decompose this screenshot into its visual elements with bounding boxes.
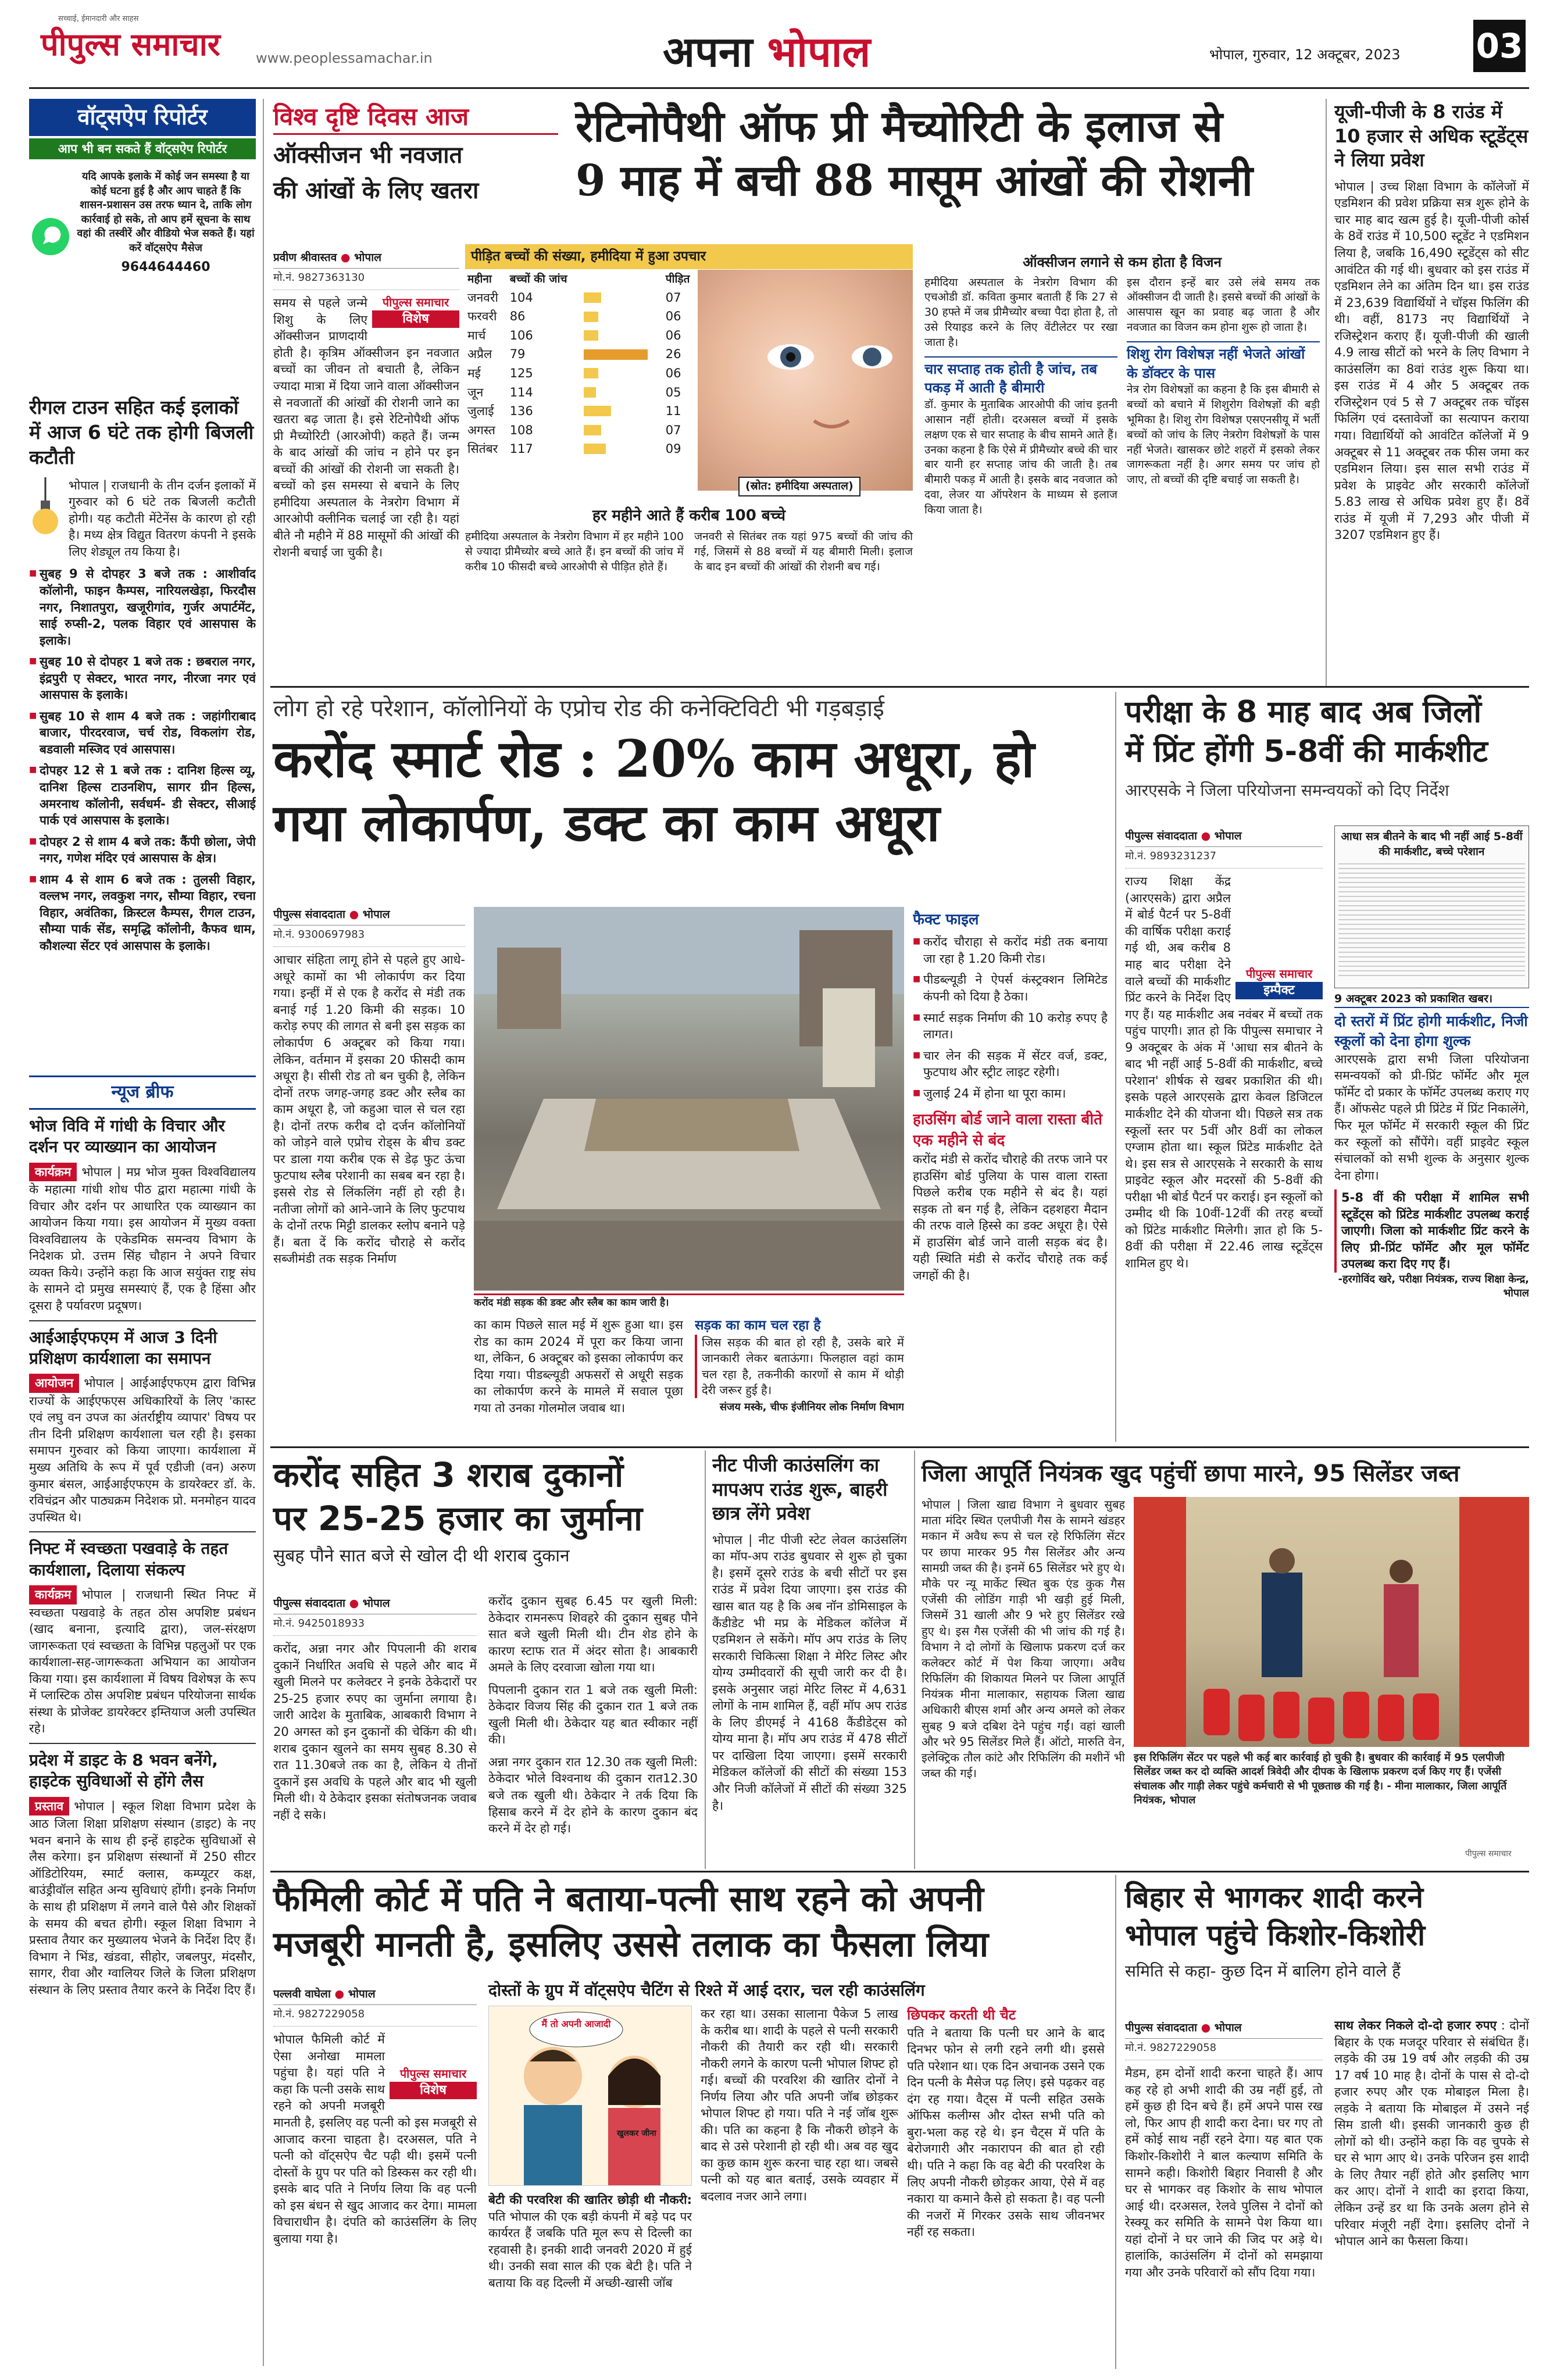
exam-headline bbox=[1125, 693, 1532, 802]
family-deck: दोस्तों के ग्रुप में वॉट्सऐप चैटिंग से रिश्ते में आई दरार, चल रही काउंसलिंग bbox=[488, 1981, 925, 2000]
road-byline: पीपुल्स संवाददाता ● भोपाल bbox=[273, 904, 465, 925]
road-facts bbox=[913, 910, 1108, 1439]
bihar-body2-col bbox=[1334, 2017, 1529, 2366]
liquor-headline bbox=[273, 1453, 703, 1568]
table-row: जुलाई 136 11 bbox=[467, 404, 681, 419]
whatsapp-title: वॉट्सऐप रिपोर्टर bbox=[29, 99, 256, 136]
table-row: जून 114 05 bbox=[467, 385, 681, 399]
paper-tagline: सच्चाई, ईमानदारी और साहस bbox=[58, 15, 139, 23]
site-url[interactable]: www.peoplessamachar.in bbox=[256, 50, 433, 66]
road-body: आचार संहिता लागू होने से पहले हुए आधे-अधूरे कामों का भी लोकार्पण कर दिया गया। इन्हीं में से एक है करोंद से मंडी तक बनाई गई 1.20 किमी की सड़क। 10 करोड़ रुपए की लागत से बनी इस सड़क का लोकार्पण 6 अक्टूबर को किया गया। लेकिन, वर्तमान में इसका 20 फीसदी काम अधूरा है। सीसी रोड तो बन चुकी है, लेकिन दोनों तरफ जगह-जगह डक्ट और स्लैब का काम अधूरा है, जो कहुआ चाल से चल रहा है। दोनों तरफ करीब दो दर्जन कॉलोनियों को जोड़ने वाले एप्रोच रोड्स के बीच डक्ट पर डाला गया करीब एक से डेढ़ फुट ऊंचा फुटपाथ स्लैब परेशानी का सबब बन रहा है। इससे रोड से लिंकलिंग नहीं हो रही है। नतीजा लोगों को आने-जाने के लिए फुटपाथ के दोनों तरफ मिट्टी डालकर स्लोप बनाने पड़े हैं। बता दें कि करोंद चौराहे से करोंद सब्जीमंडी तक सड़क निर्माण bbox=[273, 953, 465, 1266]
family-byline: पल्लवी वाघेला ● भोपाल bbox=[273, 1984, 477, 2005]
bulb-icon bbox=[29, 477, 64, 547]
family-headline-1: फैमिली कोर्ट में पति ने बताया-पत्नी साथ रहने को अपनी bbox=[273, 1879, 984, 1920]
exam-headline-1: परीक्षा के 8 माह बाद अब जिलों bbox=[1125, 695, 1481, 730]
brief-body: भोपाल | मप्र भोज मुक्त विश्वविद्यालय के महात्मा गांधी शोध पीठ द्वारा महात्मा गांधी के विचार और दर्शन पर आधारित एक व्याख्यान का आयोजन किया गया। इस आयोजन में मुख्य वक्ता विश्वविद्यालय के एकेडमिक समन्वय विभाग के निदेशक प्रो. उत्तम सिंह चौहान ने अपने विचार व्यक्त किये। उन्होंने कहा कि आज सयुंक्त राष्ट्र संघ के सामने दो प्रमुख समस्याएं हैं, एक है हिंसा और दूसरा है पर्यावरण प्रदूषण। bbox=[29, 1164, 256, 1313]
family-body-col bbox=[273, 1984, 477, 2367]
exam-body-2: आरएसके द्वारा सभी जिला परियोजना समन्वयकों को प्री-प्रिंट फॉर्मेट और मूल फॉर्मेट दो प्रकार के फॉर्मेट उपलब्ध कराए गए हैं। ऑफसेट पहले प्री प्रिंटेड में प्रिंट निकालेंगे, फिर मूल फॉर्मेट में सरकारी स्कूल की प्रिंट कर स्कूलों को सौंपेंगे। वहीं प्राइवेट स्कूल संचालकों को सभी शुल्क के अनुसार शुल्क देना होगा। bbox=[1334, 1052, 1529, 1182]
liquor-byline: पीपुल्स संवाददाता ● भोपाल bbox=[273, 1593, 477, 1614]
rop-doc-subhead: शिशु रोग विशेषज्ञ नहीं भेजते आंखों के डॉक्टर के पास bbox=[1127, 341, 1320, 383]
table-header: महीना bbox=[467, 273, 492, 285]
family-body-3: कर रहा था। उसका सालाना पैकेज 5 लाख के करीब था। शादी के पहले से पत्नी सरकारी नौकरी की तैयारी कर रही थी। सरकारी नौकरी लगने के कारण पत्नी भोपाल शिफ्ट हो गई। बच्चों की परवरिश की खातिर दोनों ने निर्णय लिया और पति अपनी जॉब छोड़कर भोपाल शिफ्ट हो गया। पति ने नई जॉब शुरू की। पति का कहना है कि नौकरी छोड़ने के बाद से उसे परेशानी हो रही थी। अब वह खुद का कुछ काम शुरू करना चाह रहा था। जबसे पत्नी को यह बात बताई, उसके व्यवहार में बदलाव नजर आने लगा। bbox=[701, 2007, 898, 2204]
news-brief-label: न्यूज ब्रीफ bbox=[29, 1075, 256, 1110]
rop-table bbox=[465, 271, 698, 459]
family-mobile: मो.नं. 9827229058 bbox=[273, 2005, 477, 2027]
rop-special-badge: पीपुल्स समाचार विशेष bbox=[372, 295, 459, 328]
rop-table-box bbox=[465, 244, 913, 500]
table-row: सितंबर 117 09 bbox=[467, 442, 681, 456]
whatsapp-body: यदि आपके इलाके में कोई जन समस्या है या कोई घटना हुई है और आप चाहते हैं कि शासन-प्रशासन उस तरफ ध्यान दे, ताकि लोग कार्रवाई हो सके, तो आप हमें सूचना के साथ वहां की तस्वीरें और वीडियो भेज सकते हैं। यहां करें वॉट्सऐप मैसेज bbox=[77, 170, 255, 254]
road-kicker: लोग हो रहे परेशान, कॉलोनियों के एप्रोच रोड की कनेक्टिविटी भी गड़बड़ाई bbox=[273, 695, 884, 722]
liquor-anna: अन्ना नगर दुकान रात 12.30 तक खुली मिली: ठेकेदार भोले विश्वनाथ की दुकान रात12.30 बजे तक खुली थी। ठेकेदार ने तर्क दिया कि हिसाब करने में देर होने के कारण दुकान बंद करने में देर हो गई। bbox=[488, 1754, 698, 1836]
family-body3-col bbox=[701, 2006, 898, 2366]
table-bar bbox=[584, 292, 601, 303]
power-cut-story bbox=[29, 395, 256, 1070]
fact-item: ■ चार लेन की सड़क में सेंटर वर्ज, डक्ट, फुटपाथ और स्ट्रीट लाइट रहेगी। bbox=[913, 1048, 1108, 1081]
bihar-headline bbox=[1125, 1879, 1532, 1982]
liquor-headline-2: पर 25-25 हजार का जुर्माना bbox=[273, 1499, 643, 1539]
bihar-byline: पीपुल्स संवाददाता ● भोपाल bbox=[1125, 2017, 1323, 2039]
family-headline bbox=[273, 1877, 1105, 1967]
road-quote: जिस सड़क की बात हो रही है, उसके बारे में जानकारी लेकर बताऊंगा। फिलहाल वहां काम चल रहा है, तकनीकी कारणों से काम में थोड़ी देरी जरूर हुई है। bbox=[695, 1335, 904, 1398]
road-quote-head: सड़क का काम चल रहा है bbox=[695, 1318, 821, 1333]
illus-bubble-text: मैं तो अपनी आजादी bbox=[541, 2018, 611, 2029]
baby-photo bbox=[698, 270, 913, 491]
table-row: जनवरी 104 07 bbox=[467, 290, 681, 305]
road-body-col bbox=[273, 904, 465, 1439]
ug-story bbox=[1334, 100, 1529, 681]
road-board-subhead: हाउसिंग बोर्ड जाने वाला रास्ता बीते एक महीने से बंद bbox=[913, 1111, 1102, 1149]
section-title: अपना भोपाल bbox=[663, 27, 871, 76]
family-chat-subhead: छिपकर करती थी चैट bbox=[907, 2007, 1016, 2023]
table-row: अप्रैल 79 26 bbox=[467, 347, 681, 362]
rop-subhead-1: ऑक्सीजन भी नवजात bbox=[273, 142, 463, 169]
family-daughter-col bbox=[488, 2192, 692, 2366]
fact-item: ■ करोंद चौराहा से करोंद मंडी तक बनाया जा रहा है 1.20 किमी रोड। bbox=[913, 934, 1108, 967]
exam-right-col bbox=[1334, 826, 1529, 1442]
power-cut-item: ■ दोपहर 2 से शाम 4 बजे तक: कैंपी छोला, जेपी नगर, गणेश मंदिर एवं आसपास के क्षेत्र। bbox=[29, 834, 256, 867]
road-body-2: का काम पिछले साल मई में शुरू हुआ था। इस रोड का काम 2024 में पूरा कर किया जाना था, लेकिन, 6 अक्टूबर को इसका लोकार्पण कर दिया गया। पीडब्ल्यूडी अफसरों से अधूरी सड़क का लोकार्पण करने के मामले में सवाल पूछा गया तो उनका गोलमोल जवाब था। bbox=[474, 1318, 683, 1415]
fact-item: ■ पीडब्ल्यूडी ने ऐपर्स कंस्ट्रक्शन लिमिटेड कंपनी को दिया है ठेका। bbox=[913, 971, 1108, 1005]
cyl-credit: पीपुल्स समाचार bbox=[1465, 1849, 1512, 1859]
power-cut-item: ■ सुबह 10 से दोपहर 1 बजे तक : छबराल नगर, इंद्रपुरी ए सेक्टर, भारत नगर, नीरजा नगर एवं आसपास के इलाके। bbox=[29, 653, 256, 703]
power-cut-item: ■ सुबह 9 से दोपहर 3 बजे तक : आशीर्वाद कॉलोनी, फाइन कैम्पस, नारियलखेड़ा, फिरदौस नगर, निशातपुरा, खजूरीगांव, गुर्जर अपार्टमेंट, साई रुप्सी-2, पलक विहार एवं आसपास के इलाके। bbox=[29, 566, 256, 649]
family-body: भोपाल फैमिली कोर्ट में ऐसा अनोखा मामला पहुंचा है। यहां पति ने कहा कि पत्नी उसके साथ रहने को अपनी मजबूरी मानती है, इसलिए वह पत्नी को इस मजबूरी से आजाद करना चाहता है। दरअसल, पति ने पत्नी को वॉट्सऐप चैट पढ़ी थी। इसमें पत्नी दोस्तों के ग्रुप पर पति को डिस्कस कर रही थी। इसके बाद पति ने निर्णय लिया कि वह पत्नी को इस बंधन से खुद आजाद कर देगा। मामला विचाराधीन है। दंपति को काउंसलिंग के लिए बुलाया गया है। bbox=[273, 2032, 477, 2246]
road-headline-2: गया लोकार्पण, डक्ट का काम अधूरा bbox=[273, 792, 940, 853]
whatsapp-number[interactable]: 9644644460 bbox=[121, 260, 210, 275]
neet-headline: नीट पीजी काउंसलिंग का मापअप राउंड शुरू, बाहरी छात्र लेंगे प्रवेश bbox=[712, 1454, 888, 1525]
power-cut-item: ■ दोपहर 12 से 1 बजे तक : दानिश हिल्स व्यू, दानिश हिल्स टाउनशिप, सागर ग्रीन हिल्स, अमरनाथ कॉलोनी, सर्वधर्म- डी सेक्टर, सीआई पार्क एवं आसपास के इलाके। bbox=[29, 762, 256, 828]
exam-body: राज्य शिक्षा केंद्र (आरएसके) द्वारा अप्रैल में बोर्ड पैटर्न पर 5-8वीं की वार्षिक परीक्षा कराई गई थी, अब करीब 8 माह बाद परीक्षा देने वाले बच्चों की मार्कशीट प्रिंट करने के निर्देश दिए गए हैं। यह मार्कशीट अब नवंबर में बच्चों तक पहुंच पाएगी। ज्ञात हो कि पीपुल्स समाचार ने 9 अक्टूबर के अंक में 'आधा सत्र बीतने के बाद भी नहीं आई 5-8वीं की मार्कशीट, बच्चे परेशान' शीर्षक से खबर प्रकाशित की थी। इसके पहले आरएसके द्वारा केवल डिजिटल मार्कशीट देने की योजना थी। पिछले सत्र तक स्कूलों स्तर पर 5वीं और 8वीं का लोकल एग्जाम होता था। स्कूल प्रिंटेड मार्कशीट देते थे। इस सत्र से आरएसके ने सरकारी के साथ प्राइवेट स्कूल और मदरसों की 5-8वीं की परीक्षा भी बोर्ड पैटर्न पर कराई। इन स्कूलों को उम्मीद थी कि 10वीं-12वीं की तरह बच्चों को प्रिंटेड मार्कशीट मिलेगी। ज्ञात हो कि 5-8वीं की परीक्षा में 22.46 लाख स्टूडेंट्स शामिल हुए थे। bbox=[1125, 874, 1323, 1270]
table-bar bbox=[584, 368, 598, 378]
rop-mobile: मो.नं. 9827363130 bbox=[273, 269, 459, 290]
rop-headline-1: रेटिनोपैथी ऑफ प्री मैच्योरिटी के इलाज से bbox=[576, 102, 1223, 152]
bihar-deck: समिति से कहा- कुछ दिन में बालिग होने वाले हैं bbox=[1125, 1961, 1401, 1981]
table-bar bbox=[584, 444, 606, 454]
exam-clip-date: 9 अक्टूबर 2023 को प्रकाशित खबर। bbox=[1334, 992, 1529, 1008]
exam-quote: 5-8 वीं की परीक्षा में शामिल सभी स्टूडेंट्स को प्रिंटेड मार्कशीट उपलब्ध कराई जाएगी। जिला को मार्कशीट प्रिंट करने के लिए प्री-प्रिंट फॉर्मेट और मूल फॉर्मेट उपलब्ध करा दिए गए हैं। bbox=[1334, 1189, 1529, 1273]
fact-item: ■ स्मार्ट सड़क निर्माण की 10 करोड़ रुपए है लागत। bbox=[913, 1010, 1108, 1043]
brief-headline: आईआईएफएम में आज 3 दिनी प्रशिक्षण कार्यशाला का समापन bbox=[29, 1327, 217, 1368]
exam-quote-by: -हरगोविंद खरे, परीक्षा नियंत्रक, राज्य शिक्षा केन्द्र, भोपाल bbox=[1338, 1273, 1529, 1300]
brief-tag: कार्यक्रम bbox=[29, 1585, 77, 1604]
rop-oxy-b: इस दौरान इन्हें बार उसे लंबे समय तक ऑक्सीजन दी जाती है। इससे बच्चों की आंखों के आसपास खून का प्रवाह बढ़ जाता है और नवजात का विजन कम होना शुरू हो जाता है। bbox=[1127, 276, 1320, 334]
cyl-headline: जिला आपूर्ति नियंत्रक खुद पहुंचीं छापा मारने, 95 सिलेंडर जब्त bbox=[922, 1460, 1460, 1487]
rop-body: समय से पहले जन्मे शिशु के लिए ऑक्सीजन प्राणदायी होती है। कृत्रिम ऑक्सीजन इन नवजात बच्चों का जीवन तो बचाती है, लेकिन ज्यादा मात्रा में दिया जाने वाला ऑक्सीजन से नवजातों की आंखों की रोशनी जाने का खतरा बढ़ जाता है। इसे रेटिनोपैथी ऑफ प्री मैच्योरिटी (आरओपी) कहते हैं। जन्म के बाद आंखों की जांच न होने पर इन बच्चों की आंखों की रोशनी जा सकती है। बच्चों को इस समस्या से बचाने के लिए हमीदिया अस्पताल के नेत्ररोग विभाग में आरओपी क्लीनिक चलाई जा रही है। यहां बीते नौ महीने में 88 मासूमों की आंखों की रोशनी बचाई जा चुकी है। bbox=[273, 296, 459, 559]
rop-100-body-b: जनवरी से सितंबर तक यहां 975 बच्चों की जांच की गई, जिसमें से 88 बच्चों में यह बीमारी मिली। इलाज के बाद इन बच्चों की आंखों की रोशनी बच गई। bbox=[694, 530, 913, 574]
cyl-photo-caption: इस रिफिलिंग सेंटर पर पहले भी कई बार कार्रवाई हो चुकी है। बुधवार की कार्रवाई में 95 एलपीजी सिलेंडर जब्त कर दो व्यक्ति आदर्श त्रिवेदी और दीपक के खिलाफ प्रकरण दर्ज किए गए हैं। एजेंसी संचालक और गाड़ी लेकर पहुंचे कर्मचारी से भी पूछताछ की गई है। - मीना मालाकार, जिला आपूर्ति नियंत्रक, भोपाल bbox=[1134, 1752, 1507, 1807]
table-bar bbox=[584, 425, 601, 435]
rop-check-subhead: चार सप्ताह तक होती है जांच, तब पकड़ में आती है बीमारी bbox=[924, 356, 1117, 398]
brief-tag: कार्यक्रम bbox=[29, 1163, 77, 1182]
table-header: पीड़ित bbox=[665, 273, 690, 285]
bihar-mobile: मो.नं. 9827229058 bbox=[1125, 2039, 1323, 2060]
ug-headline: यूजी-पीजी के 8 राउंड में 10 हजार से अधिक स्टूडेंट्स ने लिया प्रवेश bbox=[1334, 101, 1529, 171]
exam-impact-badge: पीपुल्स समाचार इम्पैक्ट bbox=[1235, 966, 1323, 999]
road-body2-col bbox=[474, 1317, 683, 1439]
road-quote-box bbox=[695, 1317, 904, 1439]
road-mobile: मो.नं. 9300697983 bbox=[273, 925, 465, 947]
brief-tag: प्रस्ताव bbox=[29, 1797, 69, 1816]
dateline: भोपाल, गुरुवार, 12 अक्टूबर, 2023 bbox=[1209, 47, 1401, 63]
fact-item: ■ जुलाई 24 में होना था पूरा काम। bbox=[913, 1085, 1108, 1102]
brief-body: भोपाल | आईआईएफएम द्वारा विभिन्न राज्यों के आईएफएस अधिकारियों के लिए 'कास्ट एवं लघु वन उपज का अंतर्राष्ट्रीय व्यापार' विषय पर तीन दिनी प्रशिक्षण कार्यशाला चल रही है। इसका समापन गुरुवार को किया जाएगा। कार्यशाला में मुख्य अतिथि के रूप में पूर्व एडीजी (वन) अरुण कुमार बंसल, आईआईएफएम के डायरेक्टर डॉ. के. रविचंद्रन और पाठ्यक्रम निदेशक प्रो. मनमोहन यादव उपस्थित थे। bbox=[29, 1376, 256, 1524]
exam-deck: आरएसके ने जिला परियोजना समन्वयकों को दिए निर्देश bbox=[1125, 781, 1449, 801]
rop-100-block bbox=[465, 506, 913, 581]
road-quote-by: संजय मस्के, चीफ इंजीनियर लोक निर्माण विभाग bbox=[719, 1401, 904, 1414]
exam-subhead-2: दो स्तरों में प्रिंट होगी मार्कशीट, निजी स्कूलों को देना होगा शुल्क bbox=[1334, 1012, 1528, 1049]
exam-byline: पीपुल्स संवाददाता ● भोपाल bbox=[1125, 826, 1323, 847]
rop-kicker: विश्व दृष्टि दिवस आज bbox=[273, 100, 558, 135]
rop-check-body: डॉ. कुमार के मुताबिक आरओपी की जांच इतनी आसान नहीं होती। दरअसल बच्चों में इसके लक्षण एक से चार सप्ताह के बीच सामने आते हैं। उनका कहना है कि ऐसे में प्रीमैच्योर बच्चे की चार बार यानी हर सप्ताह जांच की जाती है। तब बीमारी पकड़ में आती है। इसके बाद नवजात को दवा, लेजर या ऑपरेशन के माध्यम से इलाज किया जाता है। bbox=[924, 398, 1117, 516]
rop-table-title: पीड़ित बच्चों की संख्या, हमीदिया में हुआ उपचार bbox=[465, 244, 913, 269]
bihar-body: मैडम, हम दोनों शादी करना चाहते हैं। आप कह रहे हो अभी शादी की उम्र नहीं हुई, तो हमें कुछ ही दिन बचे हैं। हमें अपने पास रख लो, फिर आप ही शादी करा देना। घर गए तो हमें कोई साथ नहीं रहने देगा। यह बात एक किशोर-किशोरी ने बाल कल्याण समिति के सामने कही। किशोरी बिहार निवासी है और घर से भागकर वह किशोर के साथ भोपाल आई थी। दरअसल, रेलवे पुलिस ने दोनों को रेस्क्यू कर समिति के सामने पेश किया था। यहां दोनों ने घर जाने की जिद पर अड़े थे। हालांकि, काउंसलिंग में दोनों को समझाया गया और उनके परिवारों को सौंप दिया गया। bbox=[1125, 2066, 1323, 2279]
road-photo-caption: करोंद मंडी सड़क की डक्ट और स्लैब का काम जारी है। bbox=[474, 1293, 904, 1310]
family-special-badge: पीपुल्स समाचार विशेष bbox=[390, 2066, 477, 2099]
family-chat-col bbox=[907, 2006, 1105, 2366]
family-chat-body: पति ने बताया कि पत्नी घर आने के बाद दिनभर फोन से लगी रहने लगी थी। इससे पति परेशान था। एक दिन अचानक उसने एक दिन पत्नी के मैसेज पढ़ लिए। इसे पढ़कर वह दंग रह गया। वैट्स में पत्नी सहित उसके ऑफिस कलीग्स और दोस्त सभी पति को बुरा-भला कह रहे थे। इन चैट्स में पति के बेरोजगारी और नकारापन की बात हो रही थी। पति ने कहा कि वह बेटी की परवरिश के लिए अपनी नौकरी छोड़कर आया, ऐसे में वह नकारा या कमाने कैसे हो सकता है। वह पत्नी की नजरों में गिरकर उसके साथ जीवनभर नहीं रह सकता। bbox=[907, 2025, 1105, 2239]
table-row: मार्च 106 06 bbox=[467, 328, 681, 342]
ug-body: भोपाल | उच्च शिक्षा विभाग के कॉलेजों में एडमिशन की प्रवेश प्रक्रिया सत्र शुरू होने के चार माह बाद खत्म हुई है। यूजी-पीजी कोर्स के 8वें राउंड में 10,500 स्टूडेंट ने एडमिशन लिया है, जबकि 16,490 स्टूडेंट्स को सीट आवंटित की गई थी। बुधवार को इस राउंड में एडमिशन लेने का अंतिम दिन था। इस राउंड में 23,639 विद्यार्थियों ने चॉइस फिलिंग की थी। वहीं, 8173 नए विद्यार्थियों ने रजिस्ट्रेशन कराए हैं। यूजी-पीजी की खाली 4.9 लाख सीटों को भरने के लिए विभाग ने काउंसलिंग का 8वां राउंड शुरू किया था। इस राउंड में 4 और 5 अक्टूबर तक रजिस्ट्रेशन एवं 5 से 7 अक्टूबर तक चॉइस फिलिंग एवं दस्तावेजों का सत्यापन कराया गया। विद्यार्थियों को आवंटित कॉलेजों में 9 अक्टूबर से 11 अक्टूबर तक फीस जमा कर एडमिशन लिया। इस साल सभी राउंड में प्रवेश के प्राइवेट और सरकारी कॉलेजों 5.83 लाख से अधिक प्रवेश हुए हैं। 8वें राउंड में यूजी में 7,293 और पीजी में 3207 एडमिशन हुए हैं। bbox=[1334, 179, 1529, 542]
table-bar bbox=[584, 330, 598, 341]
rop-100-body-a: हमीदिया अस्पताल के नेत्ररोग विभाग में हर महीने 100 से ज्यादा प्रीमैच्योर बच्चे आते हैं। इन बच्चों की जांच में करीब 10 फीसदी बच्चे आरओपी से पीड़ित होते हैं। bbox=[465, 530, 684, 574]
bihar-body-col bbox=[1125, 2017, 1323, 2366]
liquor-body2-col bbox=[488, 1593, 698, 1872]
rop-body-col bbox=[273, 247, 459, 578]
page-number: 03 bbox=[1473, 20, 1526, 72]
family-illustration bbox=[488, 2006, 692, 2186]
family-headline-2: मजबूरी मानती है, इसलिए उससे तलाक का फैसला लिया bbox=[273, 1924, 989, 1965]
liquor-headline-1: करोंद सहित 3 शराब दुकानों bbox=[273, 1455, 624, 1495]
brief-headline: निफ्ट में स्वच्छता पखवाड़े के तहत कार्यशाला, दिलाया संकल्प bbox=[29, 1539, 228, 1579]
rop-oxy-subhead: ऑक्सीजन लगाने से कम होता है विजन bbox=[1023, 254, 1222, 270]
news-brief bbox=[29, 1075, 256, 2354]
road-board-body: करोंद मंडी से करोंद चौराहे की तरफ जाने पर हाउसिंग बोर्ड पुलिया के पास वाला रास्ता पिछले करीब एक महीने से बंद है। यहां सड़क तो बन गई है, लेकिन दहशहरा मैदान की तरफ वाले हिस्से का डक्ट अधूरा है। ऐसे में हाउसिंग बोर्ड जाने वाली सड़क बंद है। यही स्थिति मंडी से करोंद चौराहे तक कई जगहों की है। bbox=[913, 1152, 1108, 1282]
power-cut-headline: रीगल टाउन सहित कई इलाकों में आज 6 घंटे तक होगी बिजली कटौती bbox=[29, 396, 254, 469]
table-bar bbox=[584, 349, 648, 360]
rop-headline bbox=[576, 100, 1314, 208]
facts-title: फैक्ट फाइल bbox=[913, 911, 979, 928]
rop-doc-body: नेत्र रोग विशेषज्ञों का कहना है कि इस बीमारी से बच्चों को बचाने में शिशुरोग विशेषज्ञों की बड़ी भूमिका है। शिशु रोग विशेषज्ञ एसएनसीयू में भर्ती बच्चों को जांच के लिए नेत्ररोग विशेषज्ञों के पास नहीं भेजते। खासकर छोटे शहरों में इसको लेकर जागरूकता नहीं है। अगर समय पर जांच हो जाए, तो बच्चों की दृष्टि बचाई जा सकती है। bbox=[1127, 383, 1320, 487]
liquor-piplani: पिपलानी दुकान रात 1 बजे तक खुली मिली: ठेकेदार विजय सिंह की दुकान रात 1 बजे तक खुली मिली थी। ठेकेदार यह बात स्वीकार नहीं की। bbox=[488, 1682, 698, 1747]
rop-source: (स्रोत: हमीदिया अस्पताल) bbox=[738, 477, 860, 496]
bihar-headline-2: भोपाल पहुंचे किशोर-किशोरी bbox=[1125, 1918, 1426, 1952]
cyl-photo bbox=[1134, 1497, 1529, 1747]
rop-right-block bbox=[924, 253, 1320, 584]
paper-logo: पीपुल्स समाचार bbox=[41, 26, 220, 63]
whatsapp-box bbox=[29, 99, 256, 384]
family-daughter-body: पति भोपाल की एक बड़ी कंपनी में बड़े पद पर कार्यरत हैं जबकि पति मूल रूप से दिल्ली का रहवासी है। इनकी शादी जनवरी 2020 में हुई थी। उनकी सवा साल की एक बेटी है। पति ने बताया कि वह दिल्ली में अच्छी-खासी जॉब bbox=[488, 2209, 692, 2290]
liquor-karond: करोंद दुकान सुबह 6.45 पर खुली मिली: ठेकेदार रामनरूप शिवहरे की दुकान सुबह पौने सात बजे खुली मिली थी। टीन शेड होने के कारण स्टाफ रात में अंदर सोता है। आबकारी अमले के लिए दरवाजा खोला गया था। bbox=[488, 1594, 698, 1675]
whatsapp-icon bbox=[29, 170, 76, 309]
rop-kicker-box bbox=[273, 100, 558, 240]
power-cut-item: ■ सुबह 10 से शाम 4 बजे तक : जहांगीराबाद बाजार, पीरदरवाज, चर्च रोड, विकलांग रोड, बडवाली मस्जिद एवं आसपास। bbox=[29, 708, 256, 758]
bihar-sub-body: : दोनों बिहार के एक मजदूर परिवार से संबंधित हैं। लड़के की उम्र 19 वर्ष और लड़की की उम्र 17 वर्ष 10 माह है। दोनों के पास से दो-दो हजार रुपए और एक मोबाइल मिला है। लड़के ने बताया कि मोबाइल में उसने नई सिम डाली थी। इसकी जानकारी कुछ ही लोगों को थी। उन्होंने कहा कि वह चुपके से घर से भाग आए थे। उनके परिजन इस शादी के लिए तैयार नहीं होते और इसलिए भाग कर आए। दोनों ने शादी का इरादा किया, लेकिन उन्हें डर था कि उनके अलग होने से परिवार मंजूरी नहीं देगा। इसलिए दोनों ने भोपाल आने का फैसला किया। bbox=[1334, 2018, 1529, 2249]
bihar-headline-1: बिहार से भागकर शादी करने bbox=[1125, 1881, 1424, 1914]
brief-body: भोपाल | राजधानी स्थित निफ्ट में स्वच्छता पखवाड़े के तहत ठोस अपशिष्ट प्रबंधन (खाद बनाना, इत्यादि द्वारा), जल-संरक्षण जागरूकता एवं स्वच्छता के विभिन्न पहलुओं पर एक कार्यशाला-सह-जागरूकता अभियान का आयोजन किया गया। इस कार्यशाला में विषय विशेषज्ञ के रूप में प्लास्टिक ठोस अपशिष्ट प्रबंधन परियोजना सार्थक संस्था के प्रोजेक्ट डायरेक्टर इम्तियाज अली उपस्थित रहे। bbox=[29, 1587, 256, 1736]
rop-byline: प्रवीण श्रीवास्तव ● भोपाल bbox=[273, 247, 459, 269]
brief-body: भोपाल | स्कूल शिक्षा विभाग प्रदेश के आठ जिला शिक्षा प्रशिक्षण संस्थान (डाइट) के नए भवन बनाने के साथ ही इन्हें हाइटेक सुविधाओं से लैस करेगा। इन प्रशिक्षण संस्थानों में 250 सीटर ऑडिटोरियम, स्मार्ट क्लास, कम्प्यूटर कक्ष, बाउंड्रीवॉल सहित अन्य सुविधाएं होंगी। इनके निर्माण के साथ ही प्रशिक्षण में लगने वाले पैसे और शिक्षकों के समय की बचत होगी। स्कूल शिक्षा विभाग ने प्रस्ताव तैयार कर मुख्यालय भेजने के निर्देश दिए हैं। विभाग ने भिंड, खंडवा, सीहोर, जबलपुर, मंदसौर, सागर, रीवा और ग्वालियर जिले के जिला प्रशिक्षण संस्थान के लिए प्रस्ताव तैयार करने के निर्देश दिए हैं। bbox=[29, 1799, 256, 1997]
table-row: मई 125 06 bbox=[467, 366, 681, 381]
brief-tag: आयोजन bbox=[29, 1374, 79, 1393]
rop-oxy-a: हमीदिया अस्पताल के नेत्ररोग विभाग की एचओडी डॉ. कविता कुमार बताती हैं कि 27 से 30 हफ्ते में जब प्रीमैच्योर बच्चा पैदा होता है, तो उसे रियाइड करने के लिए वेंटीलेटर पर रखा जाता है। bbox=[924, 276, 1117, 349]
exam-clipping: आधा सत्र बीतने के बाद भी नहीं आई 5-8वीं की मार्कशीट, बच्चे परेशान bbox=[1334, 826, 1529, 988]
power-cut-item: ■ शाम 4 से शाम 6 बजे तक : तुलसी विहार, वल्लभ नगर, लवकुश नगर, सौम्या विहार, रचना विहार, अवंतिका, क्रिस्टल कैम्पस, रीगल टाउन, सौम्या पार्क सेंड, समृद्धि कॉलोनी, कैफव धाम, कौशल्या सेंटर एवं आसपास के इलाके। bbox=[29, 871, 256, 955]
table-bar bbox=[584, 312, 598, 322]
road-headline-1: करोंद स्मार्ट रोड : 20% काम अधूरा, हो bbox=[273, 728, 1035, 789]
exam-body-col bbox=[1125, 826, 1323, 1442]
road-headline bbox=[273, 727, 1110, 855]
liquor-deck: सुबह पौने सात बजे से खोल दी थी शराब दुकान bbox=[273, 1545, 570, 1566]
liquor-body-col bbox=[273, 1593, 477, 1872]
table-row: अगस्त 108 07 bbox=[467, 423, 681, 437]
cyl-body: भोपाल | जिला खाद्य विभाग ने बुधवार सुबह माता मंदिर स्थित एलपीजी गैस के सामने खंडहर मकान में अवैध रूप से चल रहे रिफिलिंग सेंटर पर छापा मारकर 95 गैस सिलेंडर और अन्य सामग्री जब्त की है। इनमें 65 सिलेंडर भरे हुए थे। मौके पर न्यू मार्केट स्थित बुक एंड कुक गैस एजेंसी की लोडिंग गाड़ी भी खड़ी हुई मिली, जिसमें 31 खाली और 9 भरे हुए सिलेंडर रखे हुए थे। इस गैस एजेंसी की भी जांच की गई है। विभाग ने दो लोगों के खिलाफ प्रकरण दर्ज कर कलेक्टर कोर्ट में पेश किया जाएगा। अवैध रिफिलिंग की शिकायत मिलने पर जिला आपूर्ति नियंत्रक मीना मालाकार, सहायक जिला खाद्य अधिकारी बीएस शर्मा और अन्य अमले को लेकर सुबह 9 बजे दबिश देने पहुंच गईं। वहां खाली और भरे 95 सिलेंडर मिले हैं। ऑटो, मारुति वेन, इलेक्ट्रिक तौल कांटे और रिफिलिंग की मशीनें भी जब्त की गई। bbox=[922, 1498, 1125, 1781]
liquor-body: करोंद, अन्ना नगर और पिपलानी की शराब दुकानें निर्धारित अवधि से पहले और बाद में खुली मिलने पर कलेक्टर ने इनके ठेकेदारों पर 25-25 हजार रुपए का जुर्माना लगाया है। जारी आदेश के मुताबिक, आबकारी विभाग ने 20 अगस्त को इन दुकानों की चेकिंग की थी। शराब दुकान खुलने का समय सुबह 8.30 से रात 11.30बजे तक का है, लेकिन ये तीनों दुकानें इस अवधि के पहले और बाद भी खुली मिली थी। ये ठेकेदार इसका संतोषजनक जवाब नहीं दे सके। bbox=[273, 1642, 477, 1822]
table-header: बच्चों की जांच bbox=[509, 273, 567, 285]
exam-mobile: मो.नं. 9893231237 bbox=[1125, 847, 1323, 869]
rop-100-subhead: हर महीने आते हैं करीब 100 बच्चे bbox=[592, 507, 786, 524]
brief-headline: प्रदेश में डाइट के 8 भवन बनेंगे, हाइटेक सुविधाओं से होंगे लैस bbox=[29, 1750, 218, 1791]
masthead bbox=[0, 0, 1557, 99]
table-row: फरवरी 86 06 bbox=[467, 309, 681, 324]
neet-story bbox=[712, 1453, 907, 1869]
neet-body: भोपाल | नीट पीजी स्टेट लेवल काउंसलिंग का मॉप-अप राउंड बुधवार से शुरू हो चुका है। इसमें दूसरे राउंड के बची सीटों पर इस राउंड में प्रवेश दिया जाएगा। इस राउंड की खास बात यह है कि अब नॉन डोमिसाइल के कैंडीडेट भी मप्र के मेडिकल कॉलेज में एडमिशन ले सकेंगे। मॉप अप राउंड के लिए सरकारी चिकित्सा शिक्षा ने मेरिट लिस्ट और योग्य उम्मीदवारों की सूची जारी कर दी है। इसके अनुसार जहां मेरिट लिस्ट में 4,631 लोगों के नाम शामिल हैं, वहीं मॉप अप राउंड के लिए डीएमई ने 4168 कैंडीडेट्स को योग्य माना है। मॉप अप राउंड में 478 सीटों पर दाखिला दिया जाएगा। इसमें सरकारी मेडिकल कॉलेजों की सीटों की संख्या 153 और निजी कॉलेजों में सीटों की संख्या 325 है। bbox=[712, 1532, 907, 1813]
brief-headline: भोज विवि में गांधी के विचार और दर्शन पर व्याख्यान का आयोजन bbox=[29, 1116, 225, 1157]
rop-subhead-2: की आंखों के लिए खतरा bbox=[273, 177, 479, 204]
family-daughter-subhead: बेटी की परवरिश की खातिर छोड़ी थी नौकरी: bbox=[488, 2193, 692, 2207]
road-photo bbox=[474, 907, 904, 1291]
illus-note: खुलकर जीना bbox=[617, 2129, 656, 2138]
table-bar bbox=[584, 406, 611, 416]
rop-headline-2: 9 माह में बची 88 मासूम आंखों की रोशनी bbox=[576, 155, 1253, 206]
bihar-subhead: साथ लेकर निकले दो-दो हजार रुपए bbox=[1334, 2018, 1497, 2032]
table-bar bbox=[584, 387, 596, 398]
whatsapp-subtitle: आप भी बन सकते हैं वॉट्सऐप रिपोर्टर bbox=[29, 138, 256, 160]
power-cut-intro: भोपाल | राजधानी के तीन दर्जन इलाकों में गुरुवार को 6 घंटे तक बिजली कटौती होगी। यह कटौती मेंटेनेंस के कारण हो रही है। मध्य क्षेत्र विद्युत वितरण कंपनी ने इसके लिए शेड्यूल तय किया है। bbox=[69, 478, 256, 559]
cyl-body-col bbox=[922, 1497, 1125, 1822]
exam-headline-2: में प्रिंट होंगी 5-8वीं की मार्कशीट bbox=[1125, 734, 1488, 769]
liquor-mobile: मो.नं. 9425018933 bbox=[273, 1614, 477, 1636]
